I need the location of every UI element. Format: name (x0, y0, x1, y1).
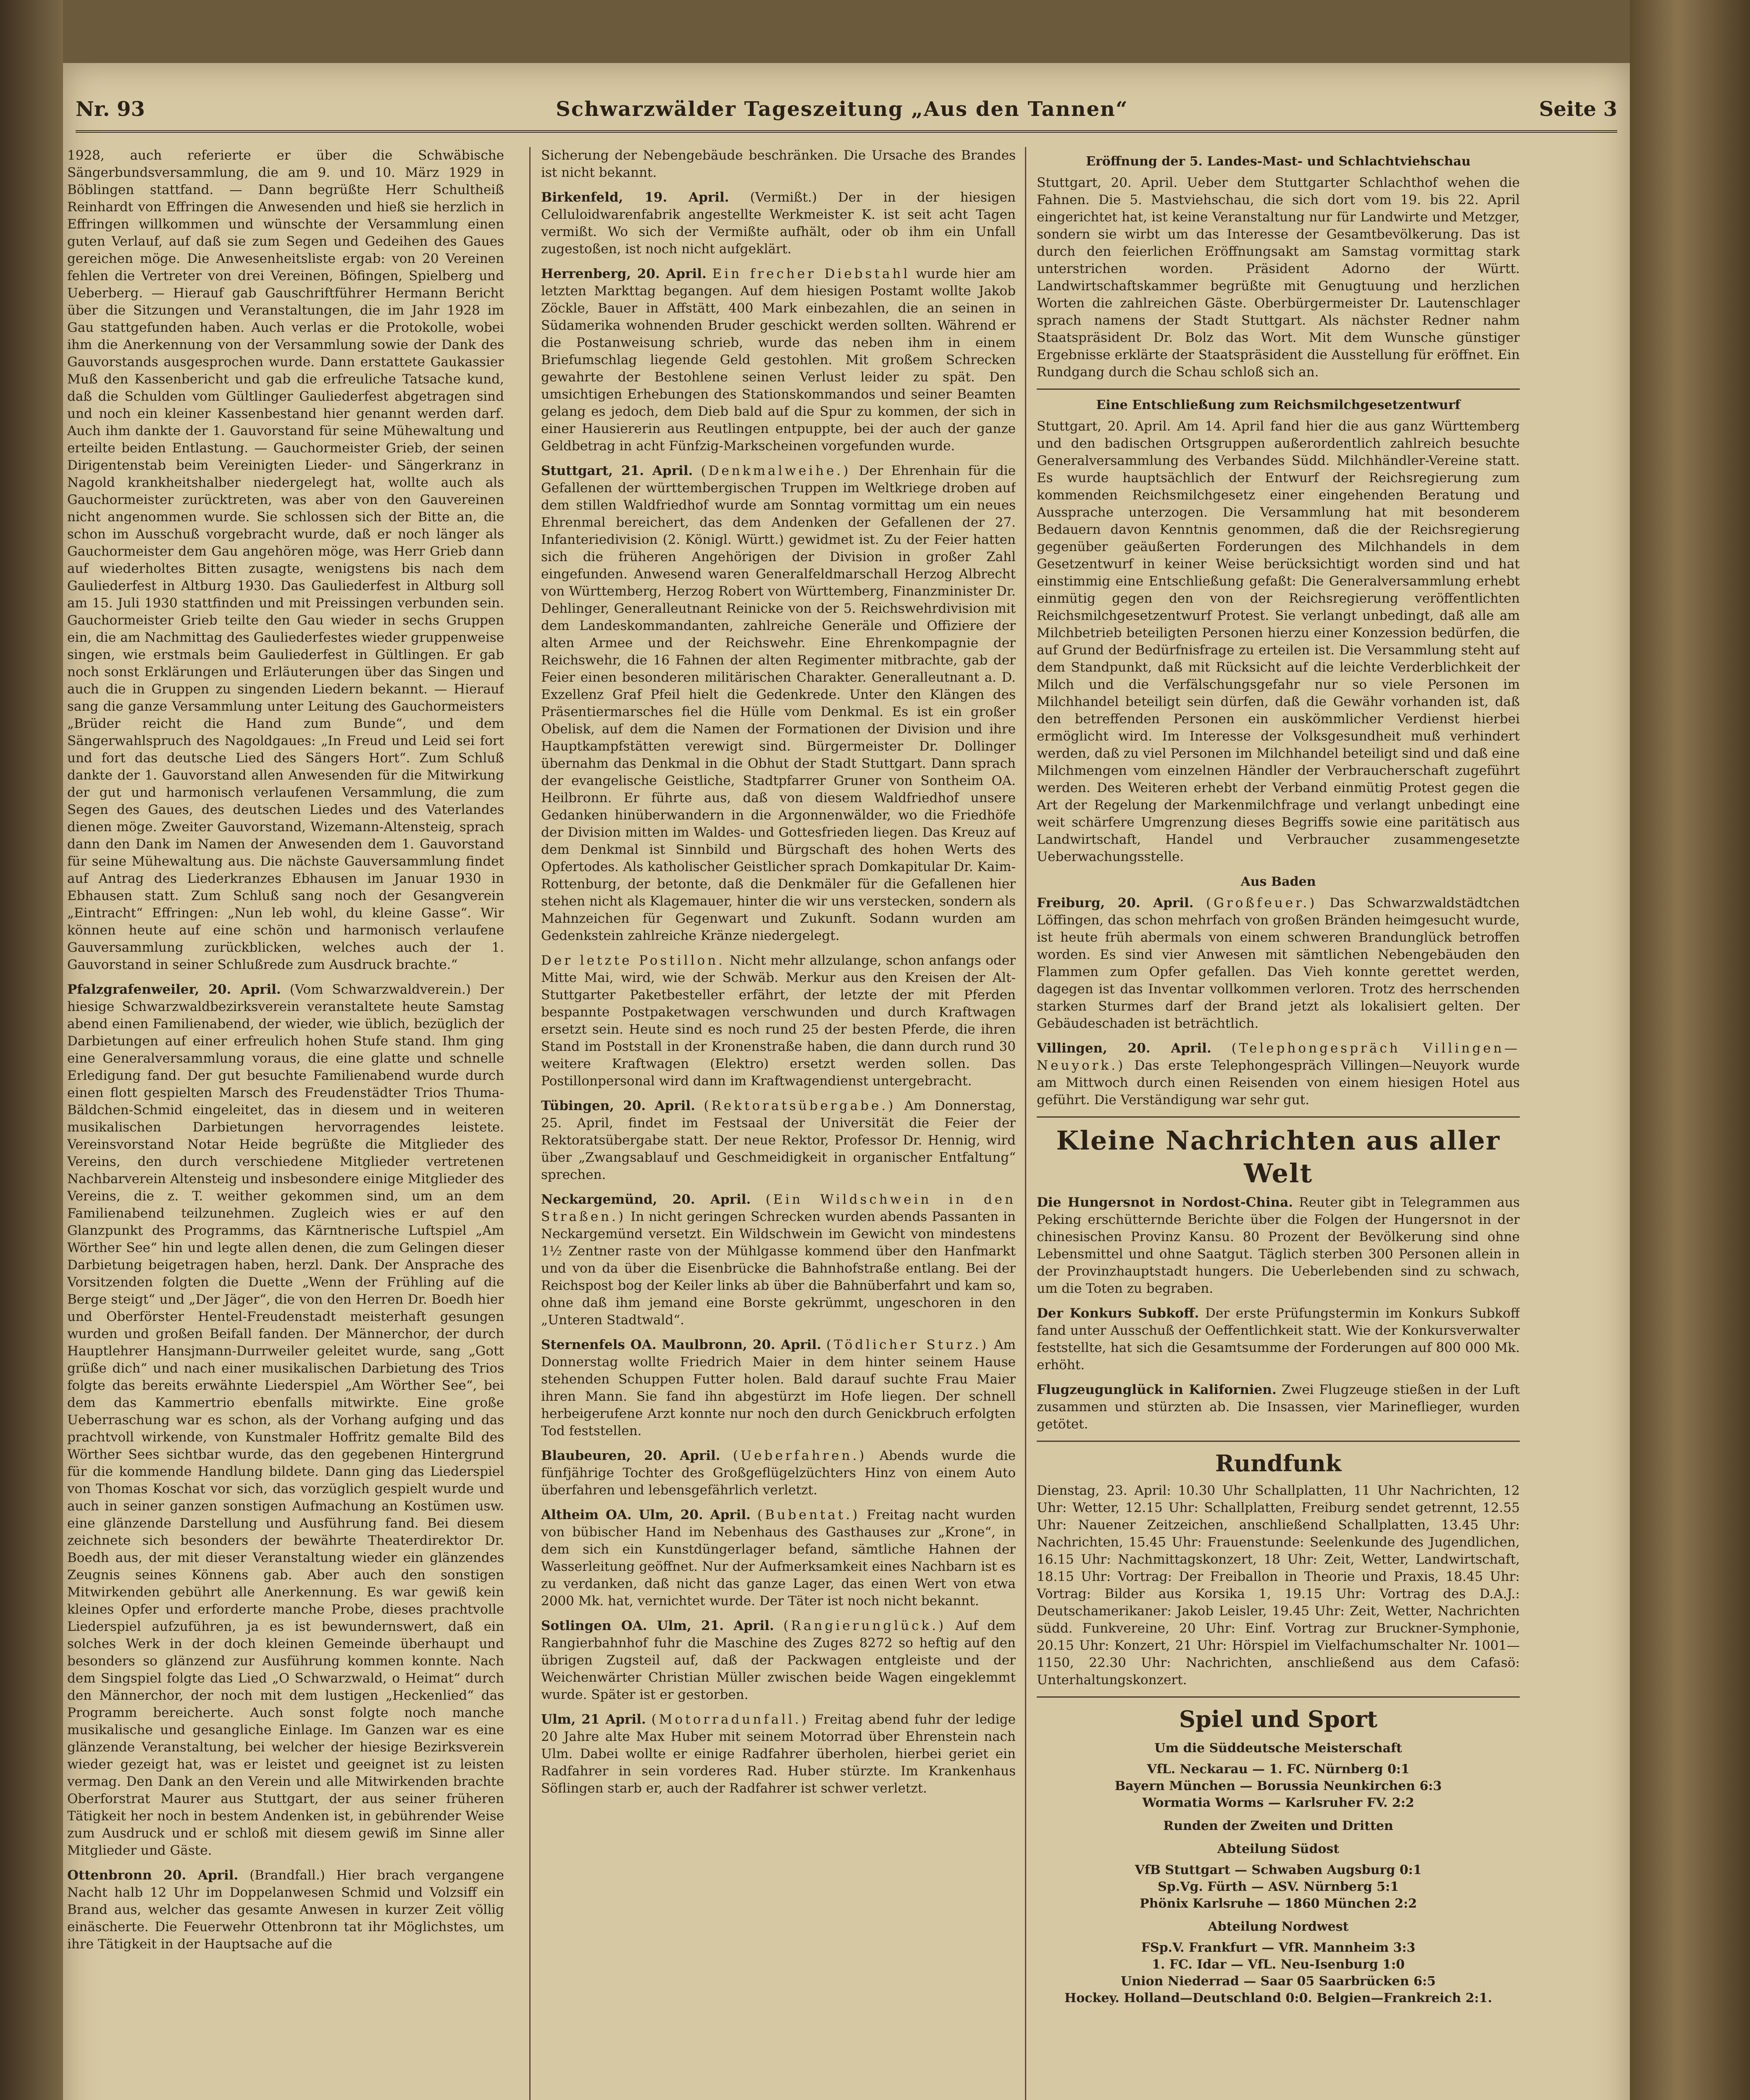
lead: Flugzeugunglück in Kalifornien. (1037, 1382, 1277, 1397)
article-postillon (541, 952, 1016, 1090)
article-body: Zwei Flugzeuge stießen in der Luft zusammen und stürzten ab. Die Insassen, vier Marineflieger, wurden getötet. (1037, 1382, 1520, 1432)
article-body: wurde hier am letzten Markttag begangen. Auf dem hiesigen Postamt wollte Jakob Zöckle, Bauer in Affstätt, 400 Mark einbezahlen, die an seinen in Südamerika wohnenden Bruder geschickt werden sollten. Während er die Postanweisung schrieb, wurde das neben ihm in einem Briefumschlag liegende Geld gestohlen. Mit großem Schrecken gewahrte der Bestohlene seinen Verlust leider zu spät. Den umsichtigen Erhebungen des Stationskommandos und seiner Beamten gelang es jedoch, dem Dieb bald auf die Spur zu kommen, der sich in einer Hausiererin aus Reutlingen entpuppte, bei der auch der ganze Geldbetrag in acht Fünfzig-Markscheinen vorgefunden wurde. (541, 266, 1016, 454)
dateline: Birkenfeld, 19. April. (541, 190, 729, 205)
article-body: Freitag nacht wurden von bübischer Hand im Nebenhaus des Gasthauses zur „Krone“, in dem sich ein Kunstdüngerlager befand, sämtliche Hahnen der Wasserleitung geöffnet. Nur der Aufmerksamkeit eines Nachbarn ist es zu verdanken, daß nicht das ganze Lager, das einen Wert von etwa 2000 Mk. hat, vernichtet wurde. Der Täter ist noch nicht bekannt. (541, 1507, 1016, 1609)
article-text: 1928, auch referierte er über die Schwäbische Sängerbundsversammlung, die am 9. und 10. März 1929 in Böblingen stattfand. — Dann begrüßte Herr Schultheiß Reinhardt von Effringen die Anwesenden und hieß sie herzlich in Effringen willkommen und wünschte der Versammlung einen guten Verlauf, auf daß sie zum Segen und Gedeihen des Gaues gereichen möge. Die Anwesenheitsliste ergab: von 20 Vereinen fehlen die Vertreter von drei Vereinen, Böfingen, Spielberg und Ueberberg. — Hierauf gab Gauschriftführer Hermann Bericht über die Sitzungen und Veranstaltungen, die im Jahr 1928 im Gau stattgefunden haben. Auch verlas er die Protokolle, wobei ihm die Anerkennung von der Versammlung sowie der Dank des Gauvorstands ausgesprochen wurde. Dann erstattete Gaukassier Muß den Kassenbericht und gab die erfreuliche Tatsache kund, daß die Schulden vom Gültlinger Gauliederfest abgetragen sind und noch ein kleiner Kassenbestand hier genannt werden darf. Auch ihm dankte der 1. Gauvorstand für seine Mühewaltung und erteilte beiden Entlastung. — Gauchormeister Grieb, der seinen Dirigentenstab beim Vereinigten Lieder- und Sängerkranz in Nagold krankheitshalber niedergelegt hat, wollte auch als Gauchormeister zurücktreten, was aber von den Gauvereinen nicht angenommen wurde. Sie schlossen sich der Bitte an, die schon im Ausschuß vorgebracht wurde, daß er noch länger als Gauchormeister dem Gau angehören möge, was Herr Grieb dann auf wiederholtes Bitten zusagte, wenigstens bis nach dem Gauliederfest in Altburg 1930. Das Gauliederfest in Altburg soll am 15. Juli 1930 stattfinden und mit Preissingen verbunden sein. Gauchormeister Grieb teilte den Gau wieder in sechs Gruppen ein, die am Nachmittag des Gauliederfestes wieder gruppenweise singen, wie erstmals beim Gauliederfest in Gültlingen. Er gab noch sonst Erklärungen und Erläuterungen über das Singen und auch die in Gruppen zu singenden Liedern bekannt. — Hierauf sang die ganze Versammlung unter Leitung des Gauchormeisters „Brüder reicht die Hand zum Bunde“, und dem Sängerwahlspruch des Nagoldgaues: „In Freud und Leid sei fort und fort das deutsche Lied des Sängers Hort“. Zum Schluß dankte der 1. Gauvorstand allen Anwesenden für die Mitwirkung der gut und harmonisch verlaufenen Versammlung, die zum Segen des Gaues, des deutschen Liedes und des Vaterlandes dienen möge. Zweiter Gauvorstand, Wizemann-Altensteig, sprach dann den Dank im Namen der Anwesenden dem 1. Gauvorstand für seine Mühewaltung aus. Die nächste Gauversammlung findet auf Antrag des Liederkranzes Ebhausen im Januar 1930 in Ebhausen statt. Zum Schluß sang noch der Gesangverein „Eintracht“ Effringen: „Nun leb wohl, du kleine Gasse“. Wir können heute auf eine schön und harmonisch verlaufene Gauversammlung zurückblicken, welches auch der 1. Gauvorstand in seiner Schlußrede zum Ausdruck brachte.“ (67, 148, 504, 972)
article-blaubeuren (541, 1447, 1016, 1499)
result-line-hockey: Hockey. Holland—Deutschland 0:0. Belgien—Frankreich 2:1. (1064, 1991, 1492, 2006)
masthead-title: Schwarzwälder Tageszeitung „Aus den Tannen“ (556, 97, 1128, 121)
article-tag: (Motorradunfall.) (651, 1712, 809, 1727)
dateline: Pfalzgrafenweiler, 20. April. (67, 982, 281, 997)
divider (1037, 1441, 1520, 1442)
article-ottenbronn (67, 1867, 504, 1953)
result-line: Union Niederrad — Saar 05 Saarbrücken 6:5 (1121, 1974, 1436, 1989)
article-sotlingen (541, 1617, 1016, 1704)
book-spine (1630, 0, 1750, 2100)
page-header (76, 88, 1617, 133)
subheading: Abteilung Südost (1217, 1842, 1340, 1856)
divider (1037, 1696, 1520, 1698)
section-heading: Aus Baden (1240, 874, 1316, 889)
divider (1037, 1116, 1520, 1118)
article-body: Am Donnerstag wollte Friedrich Maier in dem hinter seinem Hause stehenden Schuppen Futter holen. Bald darauf suchte Frau Maier ihren Mann. Sie fand ihn abgestürzt im Hofe liegen. Der schnell herbeigerufene Arzt konnte nur noch den durch Genickbruch erfolgten Tod feststellen. (541, 1337, 1016, 1438)
article-neckargemuend (541, 1191, 1016, 1329)
article-tag: (Ueberfahren.) (733, 1448, 867, 1463)
article-body: Das erste Telephongespräch Villingen—Neuyork wurde am Mittwoch durch einen Reisenden von einem hiesigen Hotel aus geführt. Die Verständigung war sehr gut. (1037, 1058, 1520, 1108)
article-text: Sicherung der Nebengebäude beschränken. Die Ursache des Brandes ist nicht bekannt. (541, 148, 1016, 180)
lead: Die Hungersnot in Nordost-China. (1037, 1195, 1293, 1210)
section-heading: Kleine Nachrichten aus aller Welt (1056, 1125, 1500, 1189)
article-birkenfeld (541, 189, 1016, 258)
article-body: Der hiesige Schwarzwaldbezirksverein veranstaltete heute Samstag abend einen Familienabend, der wieder, wie üblich, bezüglich der Darbietungen auf einer erfreulich hohen Stufe stand. Ihm ging eine Generalversammlung voraus, die eine glatte und schnelle Erledigung fand. Der gut besuchte Familienabend wurde durch einen flott gespielten Marsch des Freudenstädter Trios Thuma-Bäldchen-Schmid eingeleitet, das in diesem und in weiteren musikalischen Darbietungen hervorragendes leistete. Vereinsvorstand Notar Heide begrüßte die Mitglieder des Vereins, den durch verschiedene Mitglieder vertretenen Nachbarverein Altensteig und insbesondere einige Mitglieder des Vereins, die z. T. weither gekommen sind, um an dem Familienabend teilzunehmen. Zugleich wies er auf den Glanzpunkt des Programms, das Kärntnerische Luftspiel „Am Wörther See“ hin und legte allen denen, die zum Gelingen dieser Darbietung beigetragen haben, herzl. Dank. Der Ansprache des Vorsitzenden folgten die Duette „Wenn der Frühling auf die Berge steigt“ und „Der Jäger“, die von den Herren Dr. Boedh hier und Oberförster Hentel-Freudenstadt meisterhaft gesungen wurden und großen Beifall fanden. Der Männerchor, der durch Hauptlehrer Hansjmann-Durrweiler geleitet wurde, sang „Gott grüße dich“ und nach einer musikalischen Darbietung des Trios folgte das bereits erwähnte Liederspiel „Am Wörther See“, bei dem das Kammertrio ebenfalls mitwirkte. Eine große Ueberraschung war es schon, als der Vorhang aufging und das prachtvoll wirkende, von Kunstmaler Hoffritz gemalte Bild des Wörther Sees sichtbar wurde, das den gegebenen Hintergrund für die kommende Handlung bildete. Dann ging das Liederspiel von Thomas Koschat vor sich, das vorzüglich gespielt wurde und auch in seiner ganzen sonstigen Aufmachung an Kostümen usw. eine glänzende Darstellung und Ausführung fand. Bei diesem zeichnete sich besonders der bewährte Theaterdirektor Dr. Boedh aus, der mit dieser Veranstaltung wieder ein glänzendes Zeugnis seines Könnens gab. Aber auch den sonstigen Mitwirkenden gebührt alle Anerkennung. Es war gewiß kein kleines Opfer und erforderte manche Probe, dieses prachtvolle Liederspiel aufzuführen, ja es ist bewundernswert, daß ein solches Werk in der doch kleinen Gemeinde überhaupt und besonders so glänzend zur Ausführung kommen konnte. Nach dem Singspiel folgte das Lied „O Schwarzwald, o Heimat“ durch den Männerchor, der noch mit dem lustigen „Heckenlied“ das Programm bereicherte. Auch sonst folgte noch manche musikalische und gesangliche Einlage. Im Ganzen war es eine glänzende Veranstaltung, bei welcher der hiesige Bezirksverein wieder gezeigt hat, was er leistet und geeignet ist zu leisten vermag. Den Dank an den Verein und alle Mitwirkenden brachte Oberforstrat Maurer aus Stuttgart, der aus seiner früheren Tätigkeit her noch in bestem Andenken ist, in gebührender Weise zum Ausdruck und er schloß mit diesem gewiß im Sinne aller Mitglieder und Gäste. (67, 982, 504, 1858)
dateline: Herrenberg, 20. April. (541, 266, 707, 281)
article-body: Auf dem Rangierbahnhof fuhr die Maschine des Zuges 8272 so heftig auf den übrigen Zugsteil auf, daß der Packwagen entgleiste und der Weichenwärter Christian Müller zwischen beide Wagen eingeklemmt wurde. Später ist er gestorben. (541, 1618, 1016, 1702)
news-flugzeug (1037, 1381, 1520, 1433)
article-tag: (Brandfall.) (250, 1868, 325, 1883)
result-line: 1. FC. Idar — VfL. Neu-Isenburg 1:0 (1151, 1957, 1405, 1972)
article-tag: (Bubentat.) (757, 1507, 860, 1522)
subheading: Abteilung Nordwest (1208, 1919, 1349, 1934)
article-body: Nicht mehr allzulange, schon anfangs oder Mitte Mai, wird, wie der Schwäb. Merkur aus den Kreisen der Alt-Stuttgarter Paketbesteller erfährt, der letzte der mit Pferden bespannte Postpaketwagen verschwunden und durch Kraftwagen ersetzt sein. Heute sind es noch rund 25 der besten Pferde, die ihren Stand im Poststall in der Kronenstraße haben, die dann durch rund 30 weitere Kraftwagen (Elektro) ersetzt werden sollen. Das Postillonpersonal wird dann im Kraftwagendienst untergebracht. (541, 953, 1016, 1089)
dateline: Stuttgart, 21. April. (541, 463, 693, 478)
dateline: Sotlingen OA. Ulm, 21. April. (541, 1618, 774, 1633)
article-body: Der Ehrenhain für die Gefallenen der württembergischen Truppen im Weltkriege droben auf dem stillen Waldfriedhof wurde am Sonntag vormittag um ein neues Ehrenmal bereichert, das dem Andenken der Gefallenen der 27. Infanteriedivision (2. Königl. Württ.) gewidmet ist. Zu der Feier hatten sich die früheren Angehörigen der Division in großer Zahl eingefunden. Anwesend waren Generalfeldmarschall Herzog Albrecht von Württemberg, Herzog Robert von Württemberg, Finanzminister Dr. Dehlinger, Generalleutnant Reinicke von der 5. Reichswehrdivision mit dem Landeskommandanten, zahlreiche Generäle und Offiziere der alten Armee und der Reichswehr. Eine Ehrenkompagnie der Reichswehr, die 16 Fahnen der alten Regimenter mitbrachte, gab der Feier einen besonderen militärischen Charakter. Generalleutnant a. D. Exzellenz Graf Pfeil hielt die Gedenkrede. Unter den Klängen des Präsentiermarsches fiel die Hülle vom Denkmal. Es ist ein großer Obelisk, auf dem die Namen der Formationen der Division und ihre Hauptkampfstätten verewigt sind. Bürgermeister Dr. Dollinger übernahm das Denkmal in die Obhut der Stadt Stuttgart. Dann sprach der evangelische Geistliche, Stadtpfarrer Gruner von Sontheim OA. Heilbronn. Er führte aus, daß von diesem Waldfriedhof unsere Gedanken hinüberwandern in die Argonnenwälder, wo die Friedhöfe der Division mitten im Waldes- und Gottesfrieden liegen. Das Kreuz auf dem Denkmal ist Sinnbild und Bürgschaft des hohen Werts des Opfertodes. Als katholischer Geistlicher sprach Domkapitular Dr. Kaim-Rottenburg, der betonte, daß die Denkmäler für die Gefallenen hier stehen nicht als Klagemauer, hinter die wir uns verstecken, sondern als Mahnzeichen für Gegenwart und Zukunft. Sodann wurden am Gedenkstein zahlreiche Kränze niedergelegt. (541, 463, 1016, 943)
dateline: Neckargemünd, 20. April. (541, 1192, 751, 1207)
news-konkurs (1037, 1305, 1520, 1374)
adjacent-page-edge (0, 0, 63, 2100)
result-line: VfL. Neckarau — 1. FC. Nürnberg 0:1 (1147, 1762, 1410, 1777)
article-body: Freitag abend fuhr der ledige 20 Jahre alte Max Huber mit seinem Motorrad über Ehrenstein nach Ulm. Dabei wollte er einige Radfahrer überholen, hierbei geriet ein Radfahrer in sein vorderes Rad. Huber stürzte. Im Krankenhaus Söflingen starb er, auch der Radfahrer ist schwer verletzt. (541, 1712, 1016, 1796)
article-tag: (Rektoratsübergabe.) (704, 1098, 896, 1113)
article-pfalzgrafenweiler (67, 981, 504, 1859)
dateline: Sternenfels OA. Maulbronn, 20. April. (541, 1337, 822, 1352)
article-mastviehschau: Stuttgart, 20. April. Ueber dem Stuttgarter Schlachthof wehen die Fahnen. Die 5. Mastviehschau, die sich dort vom 19. bis 22. April eingerichtet hat, ist keine Veranstaltung nur für Landwirte und Metzger, sondern sie wirbt um das Interesse der Gesamtbevölkerung. Das ist durch den feierlichen Eröffnungsakt am Samstag vormittag stark unterstrichen worden. Präsident Adorno der Württ. Landwirtschaftskammer begrüßte mit Genugtuung und herzlichen Worten die zahlreichen Gäste. Oberbürgermeister Dr. Lautenschlager sprach namens der Stadt Stuttgart. Als nächster Redner nahm Staatspräsident Dr. Bolz das Wort. Mit dem Wunsche günstiger Ergebnisse erklärte der Staatspräsident die Ausstellung für eröffnet. Ein Rundgang durch die Schau schloß sich an. (1037, 175, 1520, 380)
article-ulm (541, 1711, 1016, 1797)
article-body: Das Schwarzwaldstädtchen Löffingen, das schon mehrfach von großen Bränden heimgesucht wurde, ist heute früh abermals von einem schweren Brandunglück betroffen worden. Es sind vier Anwesen mit sämtlichen Nebengebäuden den Flammen zum Opfer gefallen. Das Vieh konnte gerettet werden, dagegen ist das Inventar vollkommen verloren. Trotz des herrschenden starken Sturmes darf der Brand jetzt als lokalisiert gelten. Der Gebäudeschaden ist beträchtlich. (1037, 895, 1520, 1031)
article-tuebingen (541, 1097, 1016, 1184)
dateline: Villingen, 20. April. (1037, 1041, 1211, 1056)
divider (1037, 388, 1520, 390)
issue-number: Nr. 93 (76, 97, 145, 121)
lead: Der Konkurs Subkoff. (1037, 1306, 1199, 1321)
article-body: Hier brach vergangene Nacht halb 12 Uhr im Doppelanwesen Schmid und Volzsiff ein Brand aus, welcher das gesamte Anwesen in kurzer Zeit völlig einäscherte. Die Feuerwehr Ottenbronn tat ihr Möglichstes, um ihre Tätigkeit in der Hauptsache auf die (67, 1868, 504, 1952)
article-milchgesetz: Stuttgart, 20. April. Am 14. April fand hier die aus ganz Württemberg und den badischen Ortsgruppen außerordentlich zahlreich besuchte Generalversammlung des Verbandes Südd. Milchhändler-Vereine statt. Es wurde hauptsächlich der Entwurf der Reichsregierung zum kommenden Reichsmilchgesetz einer eingehenden Beratung und Aussprache unterzogen. Die Versammlung hat mit besonderem Bedauern davon Kenntnis genommen, daß die der Reichsregierung gegenüber geäußerten Forderungen des Milchhandels in dem Gesetzentwurf in keiner Weise berücksichtigt worden sind und hat einstimmig eine Entschließung gefaßt: Die Generalversammlung erhebt einmütig gegen den von der Reichsregierung veröffentlichten Reichsmilchgesetzentwurf Protest. Sie verlangt unbedingt, daß alle am Milchbetrieb beteiligten Personen hierzu einer Konzession bedürfen, die auf Grund der Bedürfnisfrage zu erteilen ist. Die Versammlung steht auf dem Standpunkt, daß mit Rücksicht auf die leichte Verderblichkeit der Milch und die Verfälschungsgefahr nur so viele Personen im Milchhandel beteiligt sein dürfen, daß die Gewähr vorhanden ist, daß den betreffenden Personen ein auskömmlicher Verdienst hierbei ermöglicht wird. Im Interesse der Volksgesundheit muß verhindert werden, daß zu viel Personen im Milchhandel beteiligt sind und daß eine Milchmengen vom einzelnen Händler der Verbraucherschaft zugeführt werden. Des Weiteren erhebt der Verband einmütig Protest gegen die Art der Regelung der Markenmilchfrage und verlangt unbedingt eine weit schärfere Umgrenzung dieses Begriffs sowie eine paritätisch aus Landwirtschaft, Handel und Verbraucher zusammengesetzte Ueberwachungsstelle. (1037, 419, 1520, 864)
article-body: Reuter gibt in Telegrammen aus Peking erschütternde Berichte über die Folgen der Hungersnot in der chinesischen Provinz Kansu. 80 Prozent der Bevölkerung sind ohne Lebensmittel und ohne Saatgut. Täglich sterben 300 Personen allein in der Provinzhauptstadt hungers. Die Ueberlebenden sind zu schwach, um die Toten zu begraben. (1037, 1195, 1520, 1296)
article-tag: (Ein Wildschwein in den Straßen.) (541, 1192, 1016, 1224)
article-tag: Ein frecher Diebstahl (712, 266, 910, 281)
article-tag: (Vom Schwarzwaldverein.) (289, 982, 471, 997)
article-tag: (Großfeuer.) (1206, 895, 1317, 911)
article-tag: (Rangierunglück.) (783, 1618, 946, 1633)
article-tag: (Denkmalweihe.) (701, 463, 851, 478)
article-sternenfels (541, 1336, 1016, 1440)
newspaper-page (63, 63, 1630, 2100)
column-3 (1025, 147, 1520, 2100)
page-number: Seite 3 (1539, 97, 1617, 121)
article-villingen (1037, 1040, 1520, 1109)
article-body: Abends wurde die fünfjährige Tochter des Großgeflügelzüchters Hinz von einem Auto überfahren und lebensgefährlich verletzt. (541, 1448, 1016, 1498)
column-1 (67, 147, 504, 2100)
result-line: Wormatia Worms — Karlsruher FV. 2:2 (1142, 1796, 1414, 1810)
article-body: Am Donnerstag, 25. April, findet im Festsaal der Universität die Feier der Rektoratsübergabe statt. Der neue Rektor, Professor Dr. Hennig, wird über „Zwangsablauf und Geschmeidigkeit in organischer Entfaltung“ sprechen. (541, 1098, 1016, 1182)
subheading: Runden der Zweiten und Dritten (1163, 1819, 1393, 1833)
section-heading: Eröffnung der 5. Landes-Mast- und Schlachtviehschau (1086, 154, 1471, 169)
section-heading: Rundfunk (1215, 1450, 1342, 1477)
article-tag: Der letzte Postillon. (541, 953, 725, 968)
result-line: Bayern München — Borussia Neunkirchen 6:3 (1114, 1779, 1442, 1793)
article-altheim (541, 1507, 1016, 1610)
article-stuttgart (541, 462, 1016, 945)
result-line: Sp.Vg. Fürth — ASV. Nürnberg 5:1 (1158, 1880, 1399, 1894)
article-body: In nicht geringen Schrecken wurden abends Passanten in Neckargemünd versetzt. Ein Wildschwein im Gewicht von mindestens 1½ Zentner raste von der Mühlgasse kommend über den Hanfmarkt und von da über die Eisenbrücke die Bahnhofstraße entlang. Bei der Reichspost bog der Keiler links ab über die Bahnüberfahrt und kam so, ohne daß ihm jemand eine Borste gekrümmt, ungeschoren in den „Unteren Stadtwald“. (541, 1209, 1016, 1328)
news-china (1037, 1194, 1520, 1297)
result-line: FSp.V. Frankfurt — VfR. Mannheim 3:3 (1141, 1940, 1416, 1955)
dateline: Altheim OA. Ulm, 20. April. (541, 1507, 751, 1522)
article-herrenberg (541, 265, 1016, 455)
result-line: Phönix Karlsruhe — 1860 München 2:2 (1140, 1896, 1417, 1911)
dateline: Ulm, 21 April. (541, 1712, 646, 1727)
result-line: VfB Stuttgart — Schwaben Augsburg 0:1 (1135, 1863, 1422, 1877)
dateline: Tübingen, 20. April. (541, 1098, 695, 1113)
dateline: Freiburg, 20. April. (1037, 895, 1194, 911)
section-heading: Eine Entschließung zum Reichsmilchgesetzentwurf (1096, 398, 1461, 412)
article-freiburg (1037, 895, 1520, 1032)
column-2 (529, 147, 1016, 2100)
article-tag: (Tödlicher Sturz.) (826, 1337, 989, 1352)
article-tag: (Vermißt.) (750, 190, 817, 205)
article-tag: (Telephongespräch Villingen—Neuyork.) (1037, 1041, 1520, 1073)
radio-program: Dienstag, 23. April: 10.30 Uhr Schallplatten, 11 Uhr Nachrichten, 12 Uhr: Wetter, 12.15 Uhr: Schallplatten, Freiburg sendet getrennt, 12.55 Uhr: Nauener Zeitzeichen, anschließend Schallplatten, 13.45 Uhr: Nachrichten, 15.45 Uhr: Frauenstunde: Seelenkunde des Jugendlichen, 16.15 Uhr: Nachmittagskonzert, 18 Uhr: Zeit, Wetter, Landwirtschaft, 18.15 Uhr: Vortrag: Der Freiballon in Theorie und Praxis, 18.45 Uhr: Vortrag: Bilder aus Korsika 1, 19.15 Uhr: Vortrag des D.A.J.: Deutschamerikaner: Jakob Leisler, 19.45 Uhr: Zeit, Wetter, Nachrichten südd. Funkvereine, 20 Uhr: Einf. Vortrag zur Bruckner-Symphonie, 20.15 Uhr: Konzert, 21 Uhr: Hörspiel im Vielfachumschalter Nr. 1001—1150, 22.30 Uhr: Nachrichten, anschließend aus dem Cafasö: Unterhaltungskonzert. (1037, 1483, 1520, 1688)
article-body: Der in der hiesigen Celluloidwarenfabrik angestellte Werkmeister K. ist seit acht Tagen vermißt. Wo sich der Vermißte aufhält, oder ob ihm ein Unfall zugestoßen, ist noch nicht aufgeklärt. (541, 190, 1016, 257)
article-body: Der erste Prüfungstermin im Konkurs Subkoff fand unter Ausschuß der Oeffentlichkeit statt. Wie der Konkursverwalter feststellte, hat sich die Gesamtsumme der Forderungen auf 800 000 Mk. erhöht. (1037, 1306, 1520, 1373)
dateline: Blaubeuren, 20. April. (541, 1448, 720, 1463)
dateline: Ottenbronn 20. April. (67, 1868, 239, 1883)
subheading: Um die Süddeutsche Meisterschaft (1154, 1741, 1402, 1756)
section-heading: Spiel und Sport (1179, 1706, 1378, 1732)
